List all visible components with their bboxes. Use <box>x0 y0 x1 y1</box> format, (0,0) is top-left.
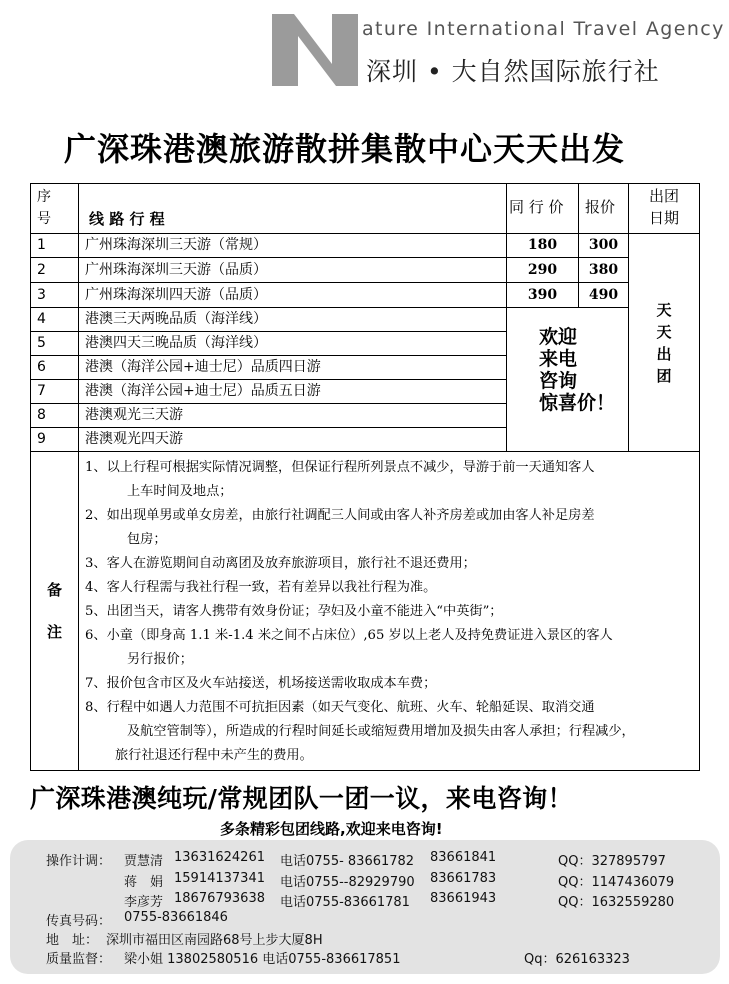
op-1-tel: 电话0755- 83661782 <box>280 854 415 869</box>
note-1 <box>85 456 693 504</box>
address-label: 地 址： <box>46 933 99 948</box>
note-6 <box>85 624 693 672</box>
header-no <box>30 183 79 234</box>
header-depart <box>628 183 700 234</box>
address-text: 深圳市福田区南园路68号上步大厦8H <box>106 933 323 948</box>
note-2 <box>85 504 693 552</box>
welcome-line3: 咨询 <box>539 370 578 392</box>
header-depart-line2: 日期 <box>649 209 680 227</box>
welcome-line4: 惊喜价！ <box>539 392 616 414</box>
op-label: 操作计调： <box>46 854 112 869</box>
header-price <box>578 183 629 234</box>
notes-content <box>78 451 700 771</box>
row-6-no: 6 <box>30 355 79 380</box>
op-3-tel: 电话0755-83661781 <box>280 895 410 910</box>
op-2-tel: 电话0755--82929790 <box>280 875 415 890</box>
fax-number: 0755-83661846 <box>124 910 228 925</box>
op-1-tel2: 83661841 <box>430 850 497 865</box>
row-1-route: 广州珠海深圳三天游（常规） <box>78 233 507 258</box>
note-1-cont: 上车时间及地点； <box>127 484 233 499</box>
op-1-qq: QQ：327895797 <box>558 854 666 869</box>
agency-name-en: ature International Travel Agency <box>362 18 725 40</box>
note-3 <box>85 552 693 576</box>
note-5 <box>85 600 693 624</box>
fax-label: 传真号码： <box>46 914 112 929</box>
contact-box <box>10 840 720 974</box>
row-1-price: 300 <box>578 233 629 258</box>
row-4-route: 港澳三天两晚品质（海洋线） <box>78 307 507 332</box>
row-3-peer-price: 390 <box>506 282 579 308</box>
op-3-mobile: 18676793638 <box>174 891 265 906</box>
note-6-cont: 另行报价； <box>127 652 193 667</box>
op-2-mobile: 15914137341 <box>174 871 265 886</box>
notes-label-char2: 注 <box>46 623 62 641</box>
header-price-label: 报价 <box>585 198 616 216</box>
notes-label-char1: 备 <box>46 581 62 599</box>
notes-label <box>30 451 79 771</box>
header-peer-price <box>506 183 579 234</box>
row-4-no: 4 <box>30 307 79 332</box>
op-2-tel2: 83661783 <box>430 871 497 886</box>
note-1-text: 1、以上行程可根据实际情况调整，但保证行程所列景点不减少，导游于前一天通知客人 <box>85 460 595 475</box>
row-8-route: 港澳观光三天游 <box>78 403 507 428</box>
row-3-no: 3 <box>30 282 79 308</box>
row-3-price: 490 <box>578 282 629 308</box>
note-7-text: 7、报价包含市区及火车站接送，机场接送需收取成本车费； <box>85 676 437 691</box>
note-3-text: 3、客人在游览期间自动离团及放弃旅游项目，旅行社不退还费用； <box>85 556 476 571</box>
row-9-no: 9 <box>30 427 79 452</box>
op-3-tel2: 83661943 <box>430 891 497 906</box>
depart-daily <box>628 233 700 452</box>
header-route-label: 线 路 行 程 <box>89 210 165 228</box>
note-5-text: 5、出团当天，请客人携带有效身份证；孕妇及小童不能进入“中英街”； <box>85 604 503 619</box>
op-3-name: 李彦芳 <box>124 895 164 910</box>
op-1-mobile: 13631624261 <box>174 850 265 865</box>
op-3-qq: QQ：1632559280 <box>558 895 675 910</box>
op-2-name: 蒋 娟 <box>124 875 164 890</box>
note-8-cont2: 旅行社退还行程中未产生的费用。 <box>115 748 313 763</box>
quality-contact: 梁小姐 13802580516 电话0755-836617851 <box>124 952 401 967</box>
quality-label: 质量监督： <box>46 952 112 967</box>
note-4 <box>85 576 693 600</box>
agency-logo <box>272 14 358 86</box>
header-no-line1: 序 <box>37 189 51 205</box>
agency-name-cn: 深圳 • 大自然国际旅行社 <box>366 57 660 86</box>
row-5-no: 5 <box>30 331 79 356</box>
header-depart-line1: 出团 <box>649 187 680 205</box>
row-1-peer-price: 180 <box>506 233 579 258</box>
row-2-no: 2 <box>30 257 79 283</box>
page-title: 广深珠港澳旅游散拼集散中心天天出发 <box>64 130 626 168</box>
row-2-route: 广州珠海深圳三天游（品质） <box>78 257 507 283</box>
welcome-callout <box>506 307 629 452</box>
row-7-route: 港澳（海洋公园+迪士尼）品质五日游 <box>78 379 507 404</box>
note-8-cont: 及航空管制等），所造成的行程时间延长或缩短费用增加及损失由客人承担；行程减少， <box>127 724 635 739</box>
slogan-main: 广深珠港澳纯玩/常规团队一团一议，来电咨询！ <box>30 784 573 813</box>
row-7-no: 7 <box>30 379 79 404</box>
row-1-no: 1 <box>30 233 79 258</box>
depart-char4: 团 <box>656 366 672 385</box>
note-2-text: 2、如出现单男或单女房差，由旅行社调配三人间或由客人补齐房差或加由客人补足房差 <box>85 508 595 523</box>
note-8 <box>85 696 693 768</box>
note-8-text: 8、行程中如遇人力范围不可抗拒因素（如天气变化、航班、火车、轮船延误、取消交通 <box>85 700 595 715</box>
note-4-text: 4、客人行程需与我社行程一致，若有差异以我社行程为准。 <box>85 580 437 595</box>
op-2-qq: QQ：1147436079 <box>558 875 675 890</box>
header-peer-price-label: 同 行 价 <box>509 198 564 216</box>
note-7 <box>85 672 693 696</box>
depart-char3: 出 <box>656 344 672 363</box>
row-5-route: 港澳四天三晚品质（海洋线） <box>78 331 507 356</box>
note-2-cont: 包房； <box>127 532 167 547</box>
row-6-route: 港澳（海洋公园+迪士尼）品质四日游 <box>78 355 507 380</box>
row-2-peer-price: 290 <box>506 257 579 283</box>
header-no-line2: 号 <box>37 211 51 227</box>
row-2-price: 380 <box>578 257 629 283</box>
row-8-no: 8 <box>30 403 79 428</box>
depart-char1: 天 <box>656 300 672 319</box>
row-3-route: 广州珠海深圳四天游（品质） <box>78 282 507 308</box>
op-1-name: 贾慧清 <box>124 854 164 869</box>
depart-char2: 天 <box>656 322 672 341</box>
quality-qq: Qq：626163323 <box>524 952 630 967</box>
header-route <box>78 183 507 234</box>
slogan-sub: 多条精彩包团线路,欢迎来电咨询! <box>220 820 443 838</box>
row-9-route: 港澳观光四天游 <box>78 427 507 452</box>
note-6-text: 6、小童（即身高 1.1 米-1.4 米之间不占床位）,65 岁以上老人及持免费证进入景区的客人 <box>85 628 613 643</box>
welcome-line1: 欢迎 <box>539 326 578 348</box>
welcome-line2: 来电 <box>539 348 578 370</box>
